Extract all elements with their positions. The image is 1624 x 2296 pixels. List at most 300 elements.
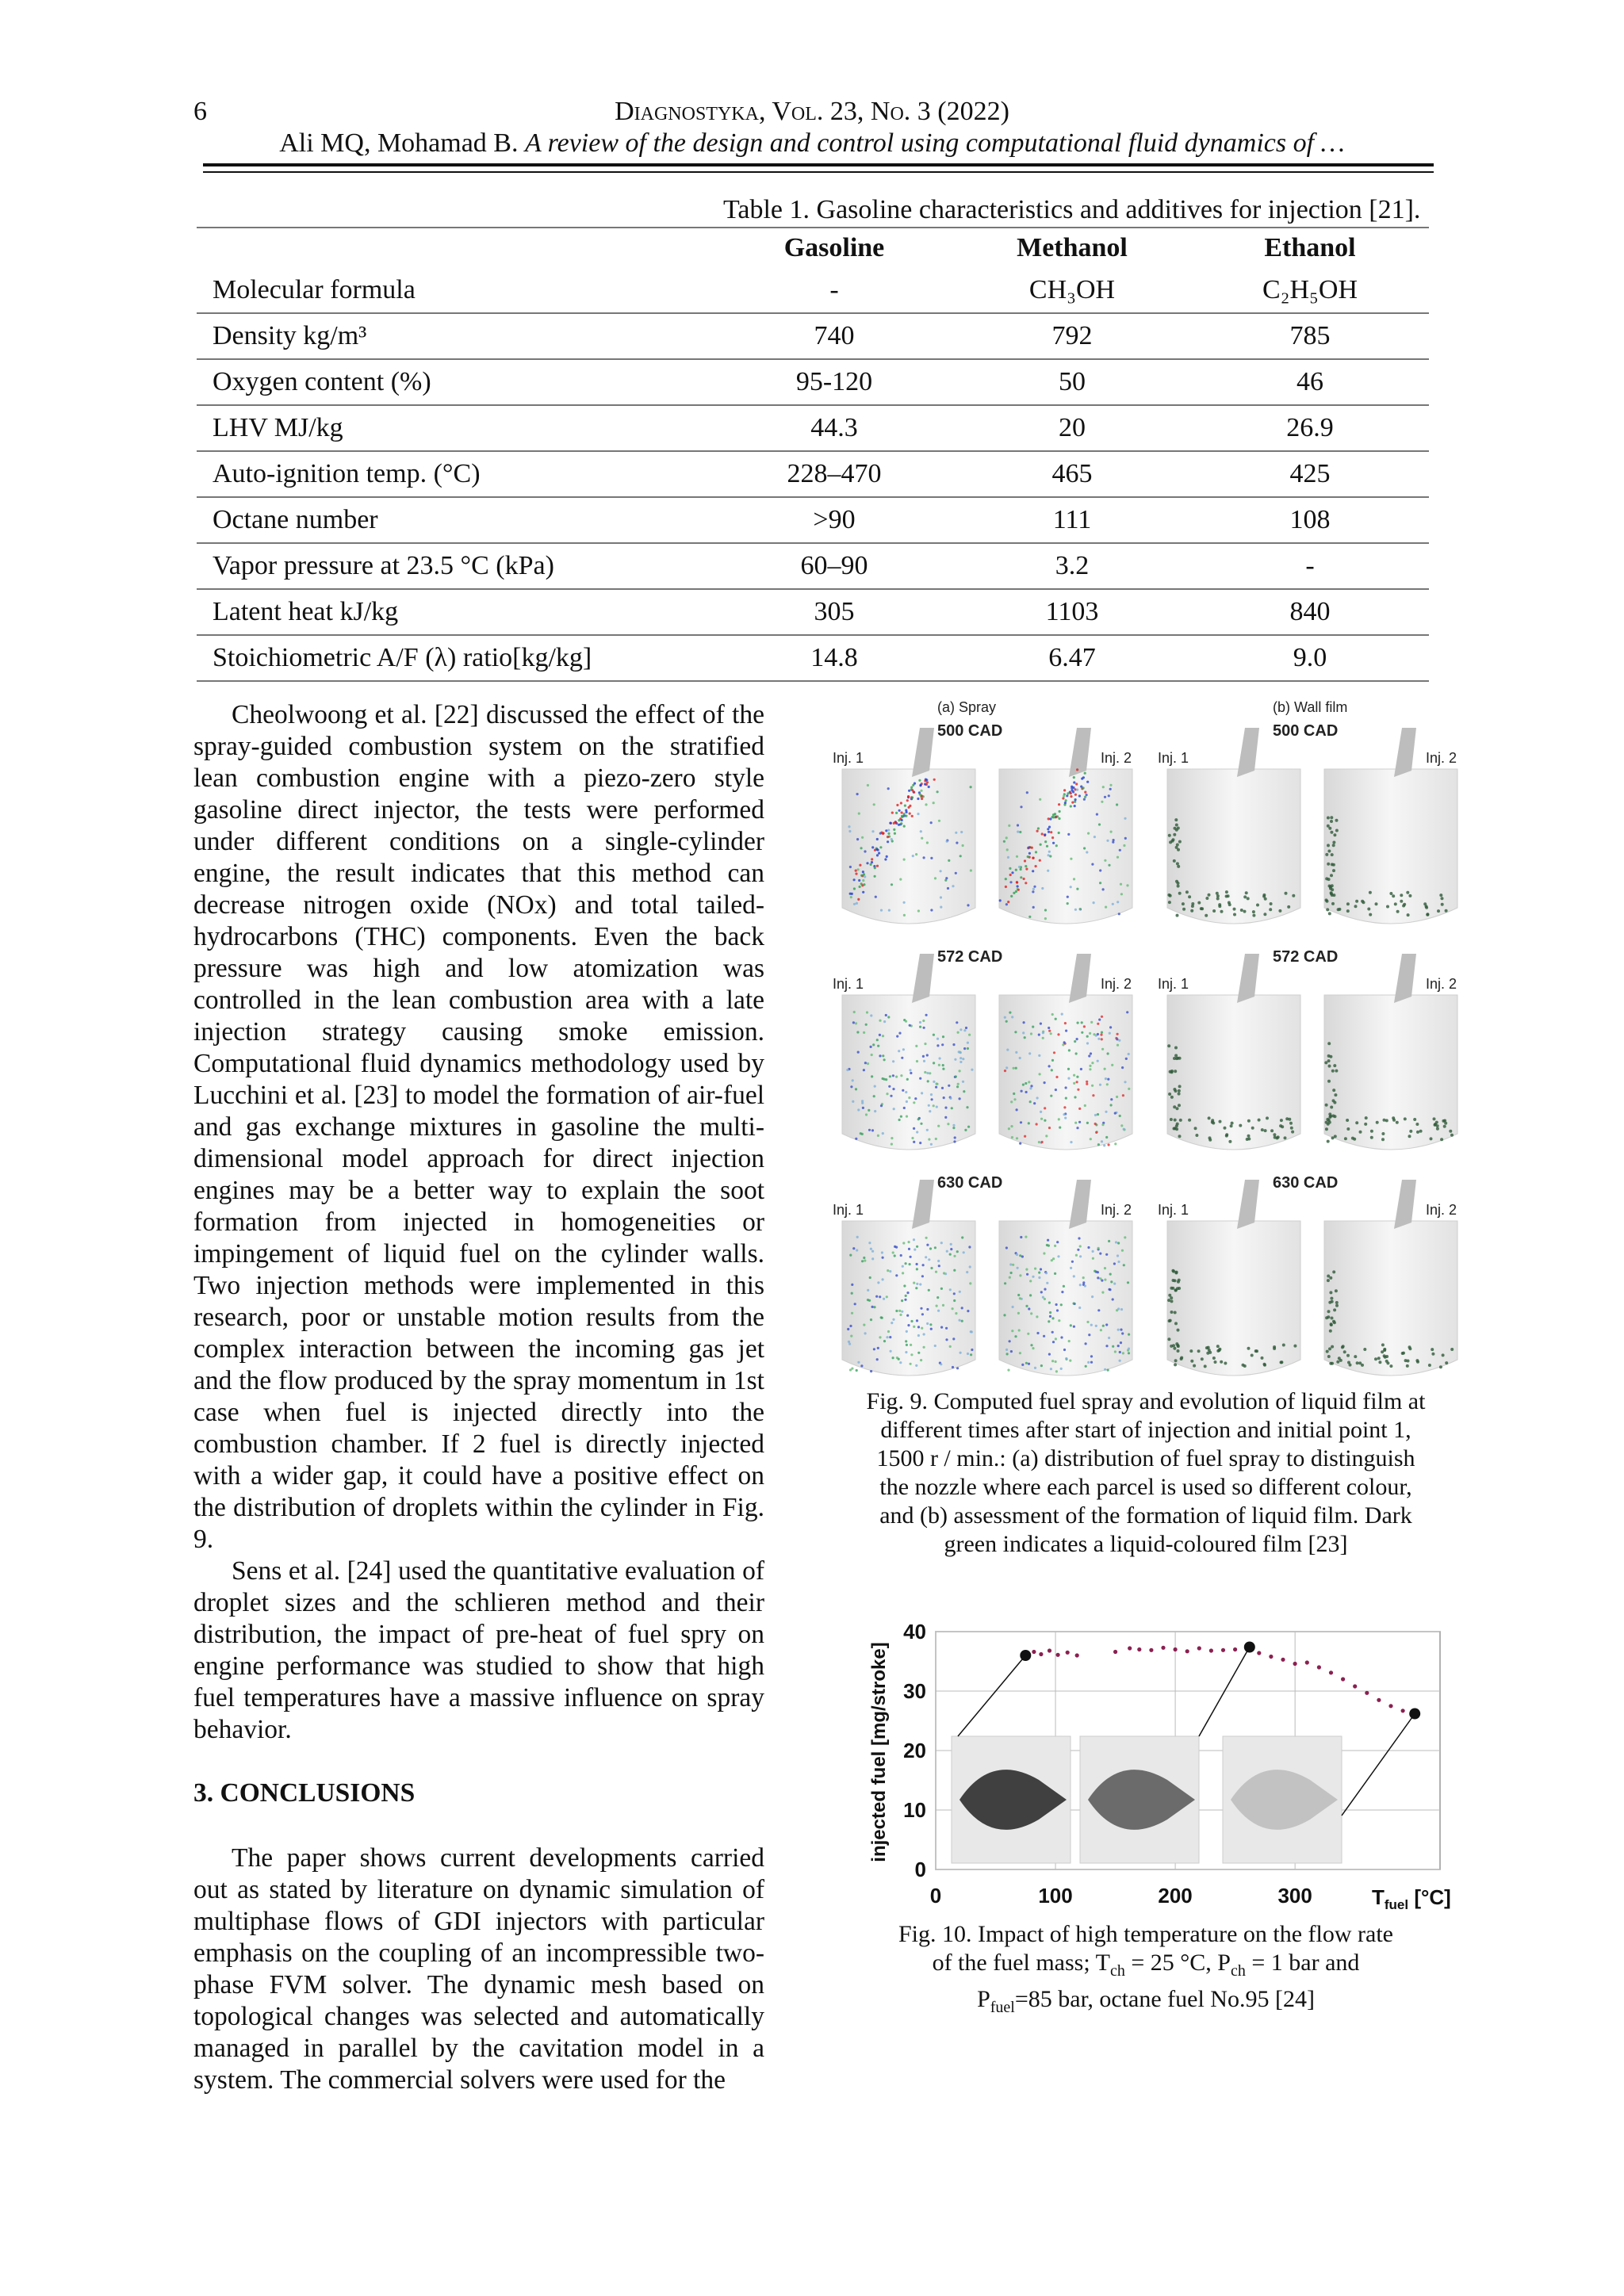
- spray-particle: [953, 1255, 956, 1257]
- spray-particle: [925, 1256, 927, 1258]
- spray-particle: [911, 789, 914, 791]
- spray-particle: [1034, 1268, 1036, 1270]
- spray-particle: [1028, 852, 1031, 855]
- spray-particle: [871, 1250, 874, 1253]
- spray-particle: [887, 1016, 890, 1018]
- spray-particle: [1044, 917, 1047, 920]
- spray-particle: [850, 896, 852, 898]
- spray-particle: [1327, 1310, 1331, 1313]
- spray-particle: [880, 1316, 883, 1318]
- spray-particle: [1029, 1280, 1032, 1282]
- spray-particle: [1251, 1127, 1254, 1130]
- spray-particle: [877, 1281, 879, 1284]
- spray-particle: [1266, 1116, 1269, 1119]
- spray-particle: [941, 1043, 944, 1046]
- spray-particle: [890, 1350, 892, 1353]
- spray-particle: [894, 1246, 896, 1248]
- spray-particle: [926, 1054, 929, 1056]
- table1-cell: CH₃OH: [953, 268, 1191, 313]
- spray-particle: [1068, 1340, 1071, 1342]
- journal-header: Diagnostyka, Vol. 23, No. 3 (2022): [615, 97, 1009, 126]
- spray-particle: [1102, 786, 1105, 788]
- spray-particle: [882, 1035, 884, 1037]
- spray-particle: [1097, 1038, 1100, 1040]
- spray-particle: [1273, 1133, 1276, 1136]
- spray-particle: [1205, 914, 1208, 917]
- table1-cell: 305: [715, 589, 953, 635]
- spray-particle: [970, 1330, 972, 1333]
- spray-particle: [875, 896, 877, 898]
- spray-particle: [1252, 910, 1255, 913]
- figure10-data-point: [1401, 1709, 1405, 1712]
- spray-particle: [1174, 827, 1177, 830]
- spray-particle: [1386, 905, 1389, 909]
- spray-particle: [1101, 1048, 1104, 1050]
- figure9-spray-panel: [833, 954, 975, 1150]
- figure9-label-spray: (a) Spray: [937, 699, 997, 715]
- figure9-spray-panel: [833, 1180, 975, 1376]
- spray-particle: [947, 1123, 949, 1125]
- spray-particle: [887, 840, 889, 843]
- spray-particle: [915, 853, 917, 855]
- spray-particle: [1328, 1301, 1331, 1304]
- spray-particle: [1005, 1066, 1008, 1069]
- spray-particle: [1025, 1091, 1028, 1093]
- spray-particle: [941, 1087, 944, 1089]
- spray-particle: [1331, 853, 1334, 856]
- cylinder-shape: [842, 1221, 975, 1376]
- spray-particle: [1332, 1320, 1335, 1323]
- spray-particle: [1190, 1360, 1193, 1363]
- spray-particle: [1067, 833, 1070, 836]
- spray-particle: [1090, 1138, 1092, 1140]
- spray-particle: [957, 1031, 959, 1034]
- spray-particle: [1033, 1102, 1036, 1104]
- spray-particle: [1194, 1127, 1197, 1130]
- cylinder-shape: [1167, 769, 1300, 924]
- figure9-caption: Fig. 9. Computed fuel spray and evolution of liquid film at different times after start of injection and initial point 1, 1500 r / min.: (a) distribution of fuel spray to distinguish the nozzle where each parcel is used so different colour, and (b) assessment of the formation of liquid film. Dark green indicates a liquid-coloured film [23]: [866, 1388, 1426, 1557]
- spray-particle: [1330, 874, 1333, 877]
- spray-particle: [928, 1104, 930, 1107]
- spray-particle: [1330, 831, 1333, 834]
- spray-particle: [1333, 833, 1336, 836]
- spray-particle: [913, 1238, 915, 1241]
- spray-particle: [1055, 1076, 1058, 1078]
- spray-particle: [1170, 1070, 1174, 1073]
- spray-particle: [1261, 1357, 1264, 1360]
- spray-particle: [1007, 1369, 1009, 1372]
- figure10-data-point: [1174, 1647, 1178, 1651]
- spray-particle: [1026, 1273, 1028, 1276]
- spray-particle: [1006, 1049, 1009, 1051]
- spray-particle: [1108, 1240, 1110, 1242]
- spray-particle: [1243, 910, 1247, 913]
- spray-particle: [945, 877, 948, 879]
- spray-particle: [1073, 781, 1075, 783]
- spray-particle: [1086, 851, 1088, 853]
- spray-particle: [1120, 893, 1123, 895]
- spray-particle: [911, 796, 914, 798]
- spray-particle: [1108, 864, 1110, 867]
- spray-particle: [1061, 1013, 1063, 1016]
- spray-particle: [955, 1312, 957, 1314]
- spray-particle: [1117, 1261, 1120, 1263]
- spray-particle: [1336, 1360, 1339, 1364]
- spray-particle: [863, 1069, 865, 1071]
- spray-particle: [892, 1357, 894, 1359]
- spray-particle: [1425, 906, 1428, 909]
- spray-particle: [1101, 1292, 1104, 1294]
- spray-particle: [1048, 1027, 1050, 1029]
- spray-particle: [1207, 1346, 1210, 1349]
- cylinder-shape: [999, 995, 1132, 1150]
- spray-particle: [1028, 1081, 1030, 1083]
- spray-particle: [1004, 1070, 1006, 1072]
- spray-particle: [853, 903, 856, 905]
- spray-particle: [1005, 1246, 1008, 1249]
- spray-particle: [963, 1090, 965, 1093]
- table1-cell: -: [1191, 543, 1429, 589]
- figure9-cad-label-film: 500 CAD: [1273, 722, 1339, 740]
- spray-particle: [868, 1129, 871, 1131]
- spray-particle: [1247, 1135, 1251, 1138]
- cylinder-shape: [1167, 1221, 1300, 1376]
- spray-particle: [1005, 1020, 1008, 1023]
- spray-particle: [920, 1307, 922, 1310]
- spray-particle: [937, 1260, 940, 1262]
- spray-particle: [853, 887, 856, 890]
- spray-particle: [889, 1270, 891, 1272]
- page-number: 6: [193, 97, 207, 126]
- spray-particle: [1026, 791, 1028, 794]
- spray-particle: [1331, 1070, 1335, 1073]
- spray-particle: [1080, 1068, 1082, 1070]
- spray-particle: [953, 1269, 956, 1272]
- spray-particle: [1091, 1085, 1094, 1087]
- figure9-spray-panel: [999, 1180, 1132, 1376]
- spray-particle: [959, 1070, 961, 1072]
- spray-particle: [1254, 1349, 1258, 1353]
- spray-particle: [1428, 1364, 1431, 1367]
- figure10-data-point: [1113, 1650, 1117, 1654]
- spray-particle: [869, 1276, 871, 1279]
- spray-particle: [1174, 818, 1178, 821]
- spray-particle: [1051, 1317, 1054, 1319]
- figure9-injector-label: Inj. 1: [833, 976, 864, 992]
- spray-particle: [1174, 1363, 1177, 1366]
- spray-particle: [1400, 894, 1403, 897]
- spray-particle: [909, 805, 911, 807]
- spray-particle: [1005, 903, 1008, 905]
- spray-particle: [1120, 1329, 1122, 1331]
- spray-particle: [945, 1327, 948, 1330]
- spray-particle: [959, 1028, 962, 1031]
- spray-particle: [1116, 1044, 1119, 1047]
- spray-particle: [867, 1289, 869, 1292]
- spray-particle: [874, 1110, 876, 1112]
- spray-particle: [892, 1074, 894, 1077]
- spray-particle: [1036, 1096, 1039, 1099]
- spray-particle: [1048, 826, 1051, 828]
- spray-particle: [1109, 1032, 1111, 1035]
- spray-particle: [1346, 1119, 1349, 1122]
- spray-particle: [1032, 890, 1034, 893]
- spray-particle: [922, 1264, 925, 1266]
- spray-particle: [1042, 1037, 1044, 1039]
- spray-particle: [1028, 1363, 1030, 1365]
- spray-particle: [1325, 1127, 1328, 1131]
- caption2-b: = 25 °C, P: [1124, 1950, 1231, 1976]
- spray-particle: [1328, 1065, 1331, 1068]
- spray-particle: [1058, 1118, 1060, 1120]
- figure10-xtick-label: 0: [929, 1884, 942, 1908]
- table1-cell: 6.47: [953, 635, 1191, 681]
- spray-particle: [1063, 1349, 1066, 1351]
- spray-particle: [1055, 1360, 1057, 1363]
- spray-particle: [858, 879, 860, 882]
- spray-particle: [874, 867, 876, 869]
- spray-particle: [852, 1021, 855, 1024]
- table1-cell: 44.3: [715, 405, 953, 451]
- spray-particle: [961, 1320, 963, 1322]
- spray-particle: [871, 1075, 873, 1077]
- spray-particle: [1329, 1291, 1332, 1294]
- spray-particle: [1216, 894, 1220, 897]
- spray-particle: [1099, 1253, 1101, 1255]
- spray-particle: [1048, 1030, 1051, 1032]
- spray-particle: [888, 909, 891, 912]
- spray-particle: [1012, 1264, 1014, 1266]
- spray-particle: [934, 877, 936, 879]
- spray-particle: [1407, 913, 1410, 916]
- table1-cell: 108: [1191, 497, 1429, 543]
- spray-particle: [895, 812, 898, 814]
- figure10-data-point: [1149, 1648, 1153, 1652]
- spray-particle: [1040, 1111, 1042, 1113]
- paragraph-cheolwoong: Cheolwoong et al. [22] discussed the effect of the spray-guided combustion system on the stratified lean combustion engine with a piezo-zero style gasoline direct injector, the tests were performed under different conditions on a single-cylinder engine, the result indicates that this method can decrease nitrogen oxide (NOx) and total tailed-hydrocarbons (THC) components. Even the back pressure was high and low atomization was controlled in the lean combustion area with a late injection strategy causing smoke emission. Computational fluid dynamics methodology used by Lucchini et al. [23] to model the formation of air-fuel and gas exchange mixtures in gasoline the multi-dimensional model approach for direct injection engines may be a better way to explain the soot formation from injected in homogeneities or impingement of liquid fuel on the cylinder walls. Two injection methods were implemented in this research, poor or unstable motion results from the complex interaction between the incoming gas jet and the flow produced by the spray momentum in 1st case when fuel is injected directly into the combustion chamber. If 2 fuel is directly injected with a wider gap, it could have a positive effect on the distribution of droplets within the cylinder in Fig. 9.: [193, 700, 764, 1554]
- spray-particle: [949, 1097, 952, 1100]
- figure10-data-point: [1137, 1647, 1141, 1651]
- figure9-panels: [833, 722, 1457, 1376]
- spray-particle: [1074, 1096, 1076, 1098]
- spray-particle: [873, 1348, 875, 1350]
- spray-particle: [1102, 888, 1105, 890]
- spray-particle: [929, 1072, 931, 1074]
- spray-particle: [913, 1141, 915, 1143]
- spray-particle: [1042, 1296, 1044, 1299]
- spray-particle: [1058, 1319, 1060, 1322]
- spray-particle: [1178, 1089, 1181, 1093]
- spray-particle: [1105, 906, 1107, 909]
- spray-particle: [1094, 1123, 1097, 1125]
- spray-particle: [883, 1020, 886, 1023]
- spray-particle: [1180, 1357, 1183, 1360]
- spray-particle: [1408, 1135, 1411, 1138]
- spray-particle: [1017, 1294, 1020, 1296]
- spray-particle: [999, 899, 1002, 901]
- spray-particle: [921, 1092, 923, 1094]
- spray-particle: [1057, 1033, 1059, 1035]
- spray-particle: [959, 1061, 962, 1063]
- spray-particle: [868, 1109, 870, 1112]
- spray-particle: [1123, 1264, 1125, 1266]
- spray-particle: [1335, 829, 1339, 832]
- spray-particle: [916, 1268, 918, 1270]
- spray-particle: [1030, 1312, 1032, 1314]
- spray-particle: [1338, 1357, 1341, 1360]
- spray-particle: [1346, 1127, 1350, 1131]
- spray-particle: [1086, 1083, 1088, 1085]
- spray-particle: [1099, 869, 1101, 871]
- spray-particle: [888, 1085, 891, 1088]
- spray-particle: [1117, 1307, 1120, 1310]
- spray-particle: [1329, 886, 1332, 889]
- spray-particle: [1064, 802, 1067, 804]
- figure10-data-point: [1039, 1652, 1043, 1656]
- spray-particle: [1074, 805, 1076, 807]
- spray-particle: [933, 779, 936, 781]
- spray-particle: [1330, 820, 1333, 823]
- spray-particle: [1019, 1297, 1021, 1299]
- spray-particle: [887, 1269, 889, 1272]
- spray-particle: [934, 1345, 936, 1347]
- spray-particle: [1082, 1281, 1085, 1284]
- section-heading-conclusions: 3. CONCLUSIONS: [193, 1778, 416, 1808]
- spray-particle: [950, 1243, 952, 1246]
- table1-row-label: LHV MJ/kg: [197, 405, 715, 451]
- spray-particle: [933, 1062, 935, 1064]
- cylinder-shape: [842, 995, 975, 1150]
- spray-particle: [940, 1326, 943, 1329]
- table1-row: [197, 589, 1429, 635]
- spray-particle: [1073, 776, 1075, 779]
- spray-particle: [889, 822, 891, 825]
- cylinder-shape: [1324, 769, 1457, 924]
- spray-particle: [1073, 878, 1075, 880]
- spray-particle: [1122, 1352, 1124, 1354]
- spray-particle: [1076, 768, 1078, 771]
- spray-particle: [857, 1051, 860, 1054]
- spray-particle: [915, 1364, 917, 1367]
- spray-particle: [930, 909, 933, 911]
- spray-particle: [1084, 772, 1086, 775]
- spray-particle: [1048, 1127, 1051, 1129]
- figure10-data-point: [1056, 1653, 1060, 1657]
- spray-particle: [935, 1086, 937, 1089]
- spray-particle: [1090, 1355, 1093, 1357]
- table1-cell: 9.0: [1191, 635, 1429, 681]
- spray-particle: [1385, 1355, 1388, 1358]
- spray-particle: [1383, 1354, 1386, 1357]
- spray-particle: [1059, 810, 1061, 813]
- spray-particle: [1104, 1279, 1106, 1281]
- spray-particle: [907, 1324, 910, 1326]
- spray-particle: [883, 1298, 885, 1300]
- spray-particle: [1174, 1311, 1177, 1314]
- table1-body: [197, 268, 1429, 681]
- spray-particle: [1356, 1361, 1359, 1364]
- spray-particle: [1007, 856, 1009, 859]
- spray-particle: [1168, 1319, 1171, 1322]
- spray-particle: [1355, 1121, 1358, 1124]
- spray-particle: [948, 1085, 950, 1087]
- spray-particle: [1065, 1097, 1067, 1100]
- spray-particle: [1005, 878, 1007, 880]
- spray-particle: [1174, 1322, 1178, 1325]
- spray-particle: [1407, 1360, 1410, 1363]
- spray-particle: [1016, 1137, 1018, 1139]
- spray-particle: [944, 1116, 947, 1119]
- spray-particle: [1060, 1336, 1063, 1338]
- spray-particle: [906, 1115, 908, 1118]
- spray-particle: [1406, 1364, 1409, 1368]
- spray-particle: [1060, 1368, 1063, 1370]
- spray-particle: [1190, 909, 1193, 913]
- spray-particle: [1083, 847, 1086, 849]
- spray-particle: [1105, 1253, 1108, 1256]
- spray-particle: [919, 1026, 921, 1028]
- spray-particle: [1332, 844, 1335, 847]
- spray-particle: [1048, 1302, 1051, 1304]
- spray-particle: [1119, 849, 1121, 851]
- spray-particle: [1444, 1122, 1447, 1125]
- spray-particle: [927, 1080, 929, 1082]
- figure10-data-point: [1185, 1649, 1189, 1653]
- spray-particle: [1023, 1021, 1025, 1024]
- spray-particle: [1327, 1059, 1331, 1062]
- spray-particle: [863, 1031, 865, 1034]
- spray-particle: [859, 864, 861, 867]
- figure10-data-point: [1048, 1648, 1051, 1652]
- spray-particle: [1128, 1053, 1130, 1055]
- spray-particle: [1116, 1038, 1118, 1040]
- spray-particle: [925, 779, 928, 781]
- spray-particle: [1168, 901, 1171, 904]
- spray-particle: [1208, 1138, 1212, 1142]
- spray-particle: [1329, 1055, 1332, 1058]
- spray-particle: [957, 1083, 959, 1085]
- spray-particle: [1330, 816, 1333, 819]
- spray-particle: [901, 811, 903, 813]
- figure10-ytick-label: 0: [914, 1858, 926, 1881]
- spray-particle: [1263, 913, 1266, 916]
- spray-particle: [1003, 1314, 1005, 1316]
- spray-particle: [1074, 1122, 1077, 1124]
- spray-particle: [926, 1308, 929, 1311]
- spray-particle: [1083, 798, 1086, 801]
- spray-particle: [1079, 1284, 1082, 1286]
- spray-particle: [1177, 1349, 1180, 1353]
- spray-particle: [942, 1304, 944, 1307]
- spray-particle: [1116, 1096, 1118, 1098]
- spray-particle: [901, 819, 903, 821]
- spray-particle: [1442, 1353, 1445, 1357]
- spray-particle: [1058, 817, 1060, 820]
- spray-particle: [1335, 819, 1339, 822]
- figure10-data-point: [1365, 1691, 1369, 1695]
- spray-particle: [1116, 803, 1118, 806]
- spray-particle: [1091, 1295, 1094, 1298]
- spray-particle: [898, 1032, 901, 1035]
- spray-particle: [930, 821, 933, 824]
- spray-particle: [900, 802, 902, 804]
- figure9-injector-label: Inj. 1: [1158, 750, 1189, 766]
- spray-particle: [1332, 869, 1335, 872]
- spray-particle: [914, 783, 916, 785]
- spray-particle: [1436, 1124, 1439, 1127]
- spray-particle: [967, 1042, 969, 1044]
- spray-particle: [1327, 878, 1331, 881]
